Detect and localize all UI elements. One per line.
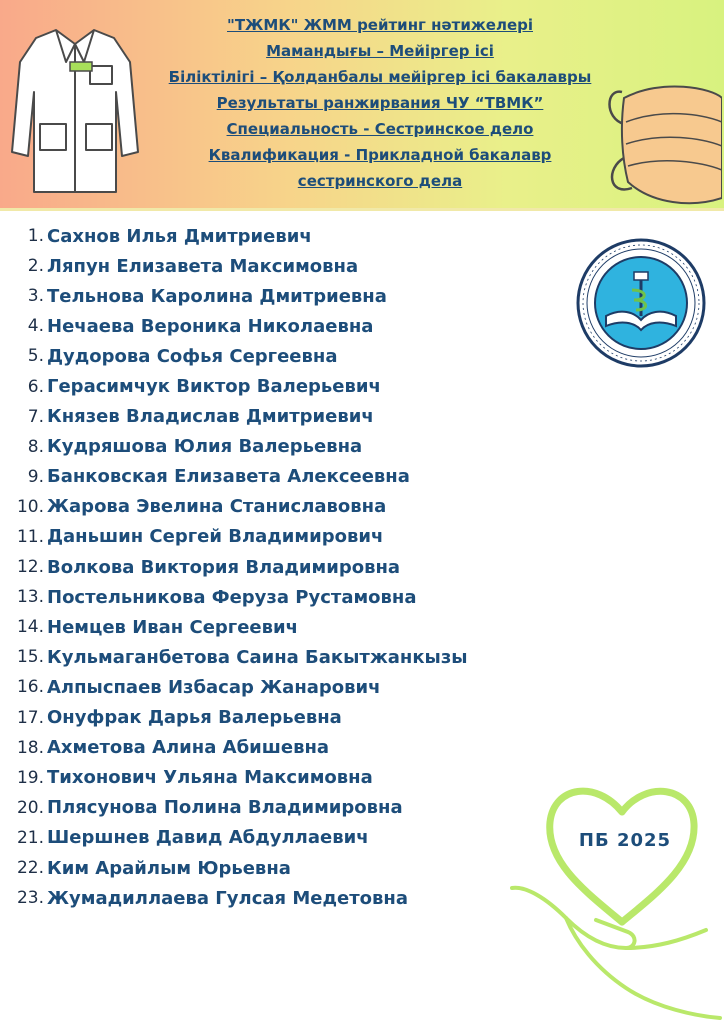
list-item xyxy=(0,251,468,281)
header-title-block xyxy=(150,12,610,194)
list-number: 22. xyxy=(16,858,44,879)
student-name: Нечаева Вероника Николаевна xyxy=(47,315,374,337)
student-name: Немцев Иван Сергеевич xyxy=(47,616,298,638)
list-number: 12. xyxy=(16,557,44,578)
list-item xyxy=(0,883,468,913)
student-name: Плясунова Полина Владимировна xyxy=(47,797,403,819)
student-name: Кудряшова Юлия Валерьевна xyxy=(47,436,363,458)
list-number: 15. xyxy=(16,647,44,668)
student-name: Волкова Виктория Владимировна xyxy=(47,556,401,578)
list-number: 20. xyxy=(16,797,44,818)
list-number: 9. xyxy=(27,466,44,487)
list-item xyxy=(0,221,468,251)
student-name: Банковская Елизавета Алексеевна xyxy=(47,466,410,488)
header-line: Квалификация - Прикладной бакалавр xyxy=(208,146,552,164)
student-name: Даньшин Сергей Владимирович xyxy=(47,526,384,548)
list-item xyxy=(0,763,468,793)
list-item xyxy=(0,492,468,522)
list-number: 4. xyxy=(27,316,44,337)
student-name: Шершнев Давид Абдуллаевич xyxy=(47,827,369,849)
student-name: Алпыспаев Избасар Жанарович xyxy=(47,676,381,698)
list-number: 13. xyxy=(16,587,44,608)
student-name: Сахнов Илья Дмитриевич xyxy=(47,225,312,247)
student-name: Ахметова Алина Абишевна xyxy=(47,737,330,759)
header-line: "ТЖМК" ЖММ рейтинг нәтижелері xyxy=(227,16,533,34)
list-item xyxy=(0,311,468,341)
face-mask-icon xyxy=(602,78,722,208)
list-number: 18. xyxy=(16,737,44,758)
list-number: 1. xyxy=(27,226,44,247)
list-item xyxy=(0,642,468,672)
list-item xyxy=(0,823,468,853)
list-item xyxy=(0,402,468,432)
list-number: 19. xyxy=(16,767,44,788)
header-line: Мамандығы – Мейіргер ісі xyxy=(266,42,494,60)
list-item xyxy=(0,281,468,311)
header-line: Біліктілігі – Қолданбалы мейіргер ісі бакалавры xyxy=(168,68,592,86)
list-number: 7. xyxy=(27,406,44,427)
list-number: 11. xyxy=(16,526,44,547)
college-logo xyxy=(576,238,706,368)
list-item xyxy=(0,582,468,612)
list-number: 3. xyxy=(27,286,44,307)
student-name: Дудорова Софья Сергеевна xyxy=(47,345,338,367)
list-number: 6. xyxy=(27,376,44,397)
list-item xyxy=(0,672,468,702)
student-name: Жумадиллаева Гулсая Медетовна xyxy=(47,887,408,909)
list-item xyxy=(0,793,468,823)
heart-hand-icon xyxy=(506,772,722,1022)
student-name: Ляпун Елизавета Максимовна xyxy=(47,255,359,277)
list-number: 10. xyxy=(16,496,44,517)
header-line: Результаты ранжирвания ЧУ “ТВМК” xyxy=(216,94,544,112)
list-number: 17. xyxy=(16,707,44,728)
list-number: 2. xyxy=(27,256,44,277)
ranking-list xyxy=(0,221,468,913)
student-name: Ким Арайлым Юрьевна xyxy=(47,857,291,879)
badge-label: ПБ 2025 xyxy=(578,830,672,851)
student-name: Онуфрак Дарья Валерьевна xyxy=(47,707,342,729)
list-item xyxy=(0,371,468,401)
list-number: 14. xyxy=(16,617,44,638)
list-item xyxy=(0,552,468,582)
list-item xyxy=(0,612,468,642)
list-item xyxy=(0,522,468,552)
header-line: сестринского дела xyxy=(297,172,463,190)
student-name: Князев Владислав Дмитриевич xyxy=(47,406,374,428)
student-name: Кульмаганбетова Саина Бакытжанкызы xyxy=(47,646,468,668)
list-item xyxy=(0,432,468,462)
header-divider xyxy=(0,208,724,211)
list-number: 23. xyxy=(16,888,44,909)
header-line: Специальность - Сестринское дело xyxy=(226,120,534,138)
student-name: Тихонович Ульяна Максимовна xyxy=(47,767,373,789)
list-number: 5. xyxy=(27,346,44,367)
list-item xyxy=(0,462,468,492)
student-name: Тельнова Каролина Дмитриевна xyxy=(47,285,387,307)
list-number: 16. xyxy=(16,677,44,698)
list-item xyxy=(0,703,468,733)
lab-coat-icon xyxy=(10,22,140,200)
list-number: 21. xyxy=(16,827,44,848)
list-item xyxy=(0,733,468,763)
list-item xyxy=(0,341,468,371)
student-name: Герасимчук Виктор Валерьевич xyxy=(47,376,381,398)
list-item xyxy=(0,853,468,883)
student-name: Постельникова Феруза Рустамовна xyxy=(47,586,417,608)
student-name: Жарова Эвелина Станиславовна xyxy=(47,496,387,518)
list-number: 8. xyxy=(27,436,44,457)
